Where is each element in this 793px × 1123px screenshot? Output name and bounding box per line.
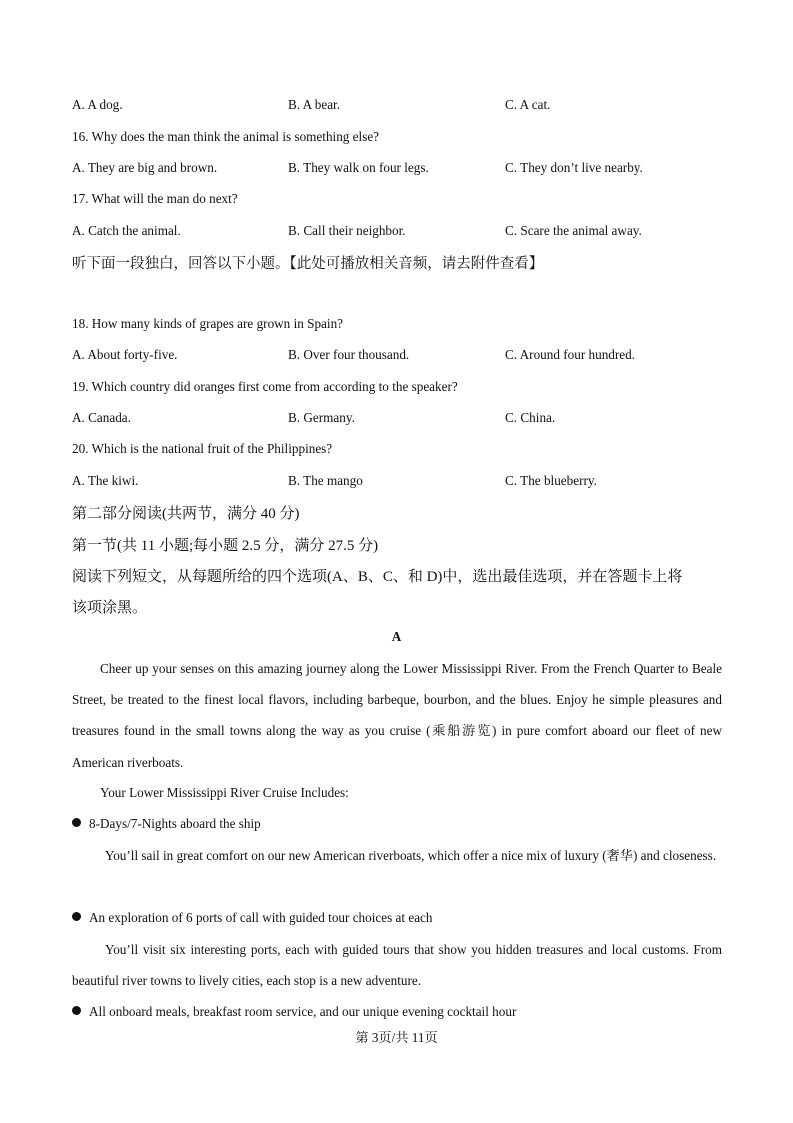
bullet-item-1-desc: You’ll sail in great comfort on our new American riverboats, which offer a nice mix of luxury (奢华) and closeness. bbox=[105, 848, 717, 863]
q19-option-a: A. Canada. bbox=[72, 410, 131, 425]
bullet-item-3-text: All onboard meals, breakfast room service, and our unique evening cocktail hour bbox=[89, 1004, 517, 1019]
bullet-dot-icon bbox=[72, 818, 81, 827]
bullet-item-2-desc: You’ll visit six interesting ports, each with guided tours that show you hidden treasures and local customs. From beautiful river towns to lively cities, each stop is a new adventure. bbox=[72, 942, 722, 989]
reading-instruction-line2: 该项涂黑。 bbox=[72, 600, 148, 616]
q17-option-b: B. Call their neighbor. bbox=[288, 223, 406, 238]
q17-option-c: C. Scare the animal away. bbox=[505, 223, 642, 238]
q15-option-b: B. A bear. bbox=[288, 97, 341, 112]
bullet-item-1 bbox=[72, 816, 261, 832]
q15-option-c: C. A cat. bbox=[505, 97, 551, 112]
q18-option-a: A. About forty-five. bbox=[72, 347, 178, 362]
bullet-item-3 bbox=[72, 1004, 516, 1020]
q16-option-a: A. They are big and brown. bbox=[72, 160, 218, 175]
q20-question: 20. Which is the national fruit of the Philippines? bbox=[72, 441, 333, 456]
q20-option-b: B. The mango bbox=[288, 473, 363, 488]
q16-option-b: B. They walk on four legs. bbox=[288, 160, 429, 175]
bullet-dot-icon bbox=[72, 1006, 81, 1015]
q18-option-c: C. Around four hundred. bbox=[505, 347, 636, 362]
section1-title: 第一节(共 11 小题;每小题 2.5 分，满分 27.5 分) bbox=[72, 538, 379, 554]
q20-option-a: A. The kiwi. bbox=[72, 473, 139, 488]
bullet-item-1-text: 8-Days/7-Nights aboard the ship bbox=[89, 816, 261, 831]
q15-option-a: A. A dog. bbox=[72, 97, 123, 112]
passage-intro: Cheer up your senses on this amazing journey along the Lower Mississippi River. From the French Quarter to Beale Street, be treated to the finest local flavors, including barbeque, bourbon, and the blues. Enjoy he simple pleasures and treasures found in the small towns along the way as you cruise (乘船游览) in pure comfort aboard our fleet of new American riverboats. bbox=[72, 661, 722, 770]
q17-option-a: A. Catch the animal. bbox=[72, 223, 181, 238]
q19-option-b: B. Germany. bbox=[288, 410, 355, 425]
monologue-instruction: 听下面一段独白，回答以下小题。【此处可播放相关音频，请去附件查看】 bbox=[72, 256, 544, 272]
q18-option-b: B. Over four thousand. bbox=[288, 347, 410, 362]
q17-question: 17. What will the man do next? bbox=[72, 191, 238, 206]
bullet-item-2 bbox=[72, 910, 433, 926]
q20-option-c: C. The blueberry. bbox=[505, 473, 597, 488]
reading-instruction-line1: 阅读下列短文，从每题所给的四个选项(A、B、C、和 D)中，选出最佳选项，并在答题卡上将 bbox=[72, 569, 683, 585]
bullet-item-2-text: An exploration of 6 ports of call with guided tour choices at each bbox=[89, 910, 433, 925]
q19-question: 19. Which country did oranges first come from according to the speaker? bbox=[72, 379, 458, 394]
page-footer: 第 3页/共 11页 bbox=[355, 1030, 438, 1045]
q19-option-c: C. China. bbox=[505, 410, 556, 425]
q16-question: 16. Why does the man think the animal is something else? bbox=[72, 129, 380, 144]
passage-label: A bbox=[391, 629, 402, 644]
includes-heading: Your Lower Mississippi River Cruise Includes: bbox=[100, 785, 349, 800]
bullet-dot-icon bbox=[72, 912, 81, 921]
part2-title: 第二部分阅读(共两节，满分 40 分) bbox=[72, 506, 300, 522]
q18-question: 18. How many kinds of grapes are grown in Spain? bbox=[72, 316, 344, 331]
q16-option-c: C. They don’t live nearby. bbox=[505, 160, 643, 175]
